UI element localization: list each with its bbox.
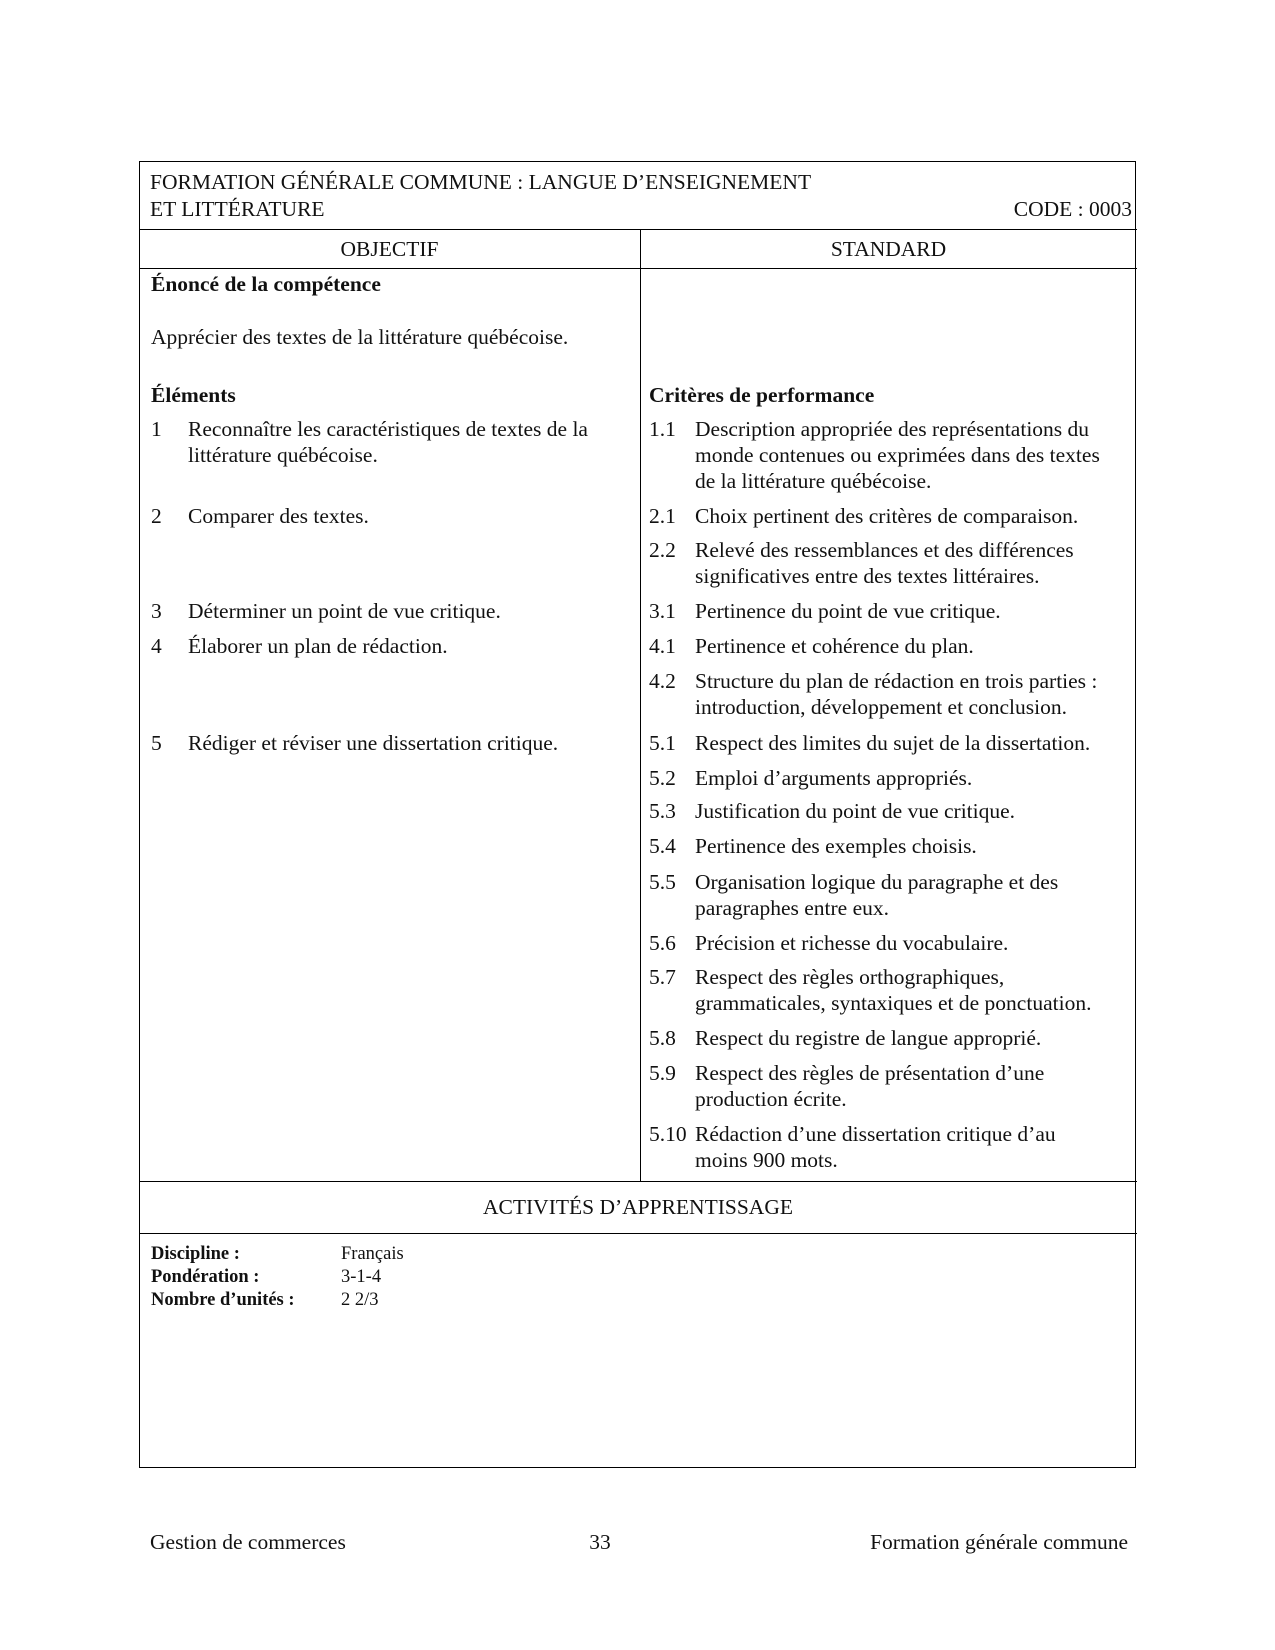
activities-bottom-divider bbox=[139, 1233, 1137, 1234]
critere-text: Précision et richesse du vocabulaire. bbox=[695, 931, 1009, 955]
footer-section-name: Formation générale commune bbox=[870, 1530, 1128, 1554]
criteres-heading: Critères de performance bbox=[649, 383, 875, 407]
critere-text: Pertinence des exemples choisis. bbox=[695, 834, 977, 858]
element-number: 1 bbox=[151, 417, 162, 441]
header-divider bbox=[139, 229, 1137, 230]
critere-text: Emploi d’arguments appropriés. bbox=[695, 766, 973, 790]
course-code: CODE : 0003 bbox=[1013, 197, 1132, 221]
activity-value: 2 2/3 bbox=[341, 1290, 379, 1310]
critere-number: 5.10 bbox=[649, 1122, 687, 1146]
critere-number: 4.1 bbox=[649, 634, 676, 658]
critere-number: 5.1 bbox=[649, 731, 676, 755]
critere-number: 5.7 bbox=[649, 965, 676, 989]
critere-text: Relevé des ressemblances et des différences bbox=[695, 538, 1074, 562]
critere-text: Pertinence et cohérence du plan. bbox=[695, 634, 974, 658]
column-header-standard: STANDARD bbox=[830, 237, 947, 261]
activity-label: Nombre d’unités : bbox=[151, 1290, 295, 1310]
critere-text: Pertinence du point de vue critique. bbox=[695, 599, 1001, 623]
critere-text: Respect du registre de langue approprié. bbox=[695, 1026, 1042, 1050]
critere-text: Rédaction d’une dissertation critique d’au bbox=[695, 1122, 1056, 1146]
element-number: 4 bbox=[151, 634, 162, 658]
critere-text: Choix pertinent des critères de comparaison. bbox=[695, 504, 1079, 528]
competence-heading: Énoncé de la compétence bbox=[151, 272, 381, 296]
document-title-line1: FORMATION GÉNÉRALE COMMUNE : LANGUE D’ENSEIGNEMENT bbox=[150, 170, 812, 194]
element-number: 2 bbox=[151, 504, 162, 528]
activities-top-divider bbox=[139, 1181, 1137, 1182]
critere-text-cont: monde contenues ou exprimées dans des textes bbox=[695, 443, 1100, 467]
competence-statement: Apprécier des textes de la littérature québécoise. bbox=[151, 325, 569, 349]
column-header-objectif: OBJECTIF bbox=[340, 237, 439, 261]
critere-number: 5.5 bbox=[649, 870, 676, 894]
critere-number: 5.4 bbox=[649, 834, 676, 858]
critere-number: 5.8 bbox=[649, 1026, 676, 1050]
activities-heading: ACTIVITÉS D’APPRENTISSAGE bbox=[483, 1195, 793, 1219]
critere-text: Structure du plan de rédaction en trois parties : bbox=[695, 669, 1098, 693]
critere-text-cont: de la littérature québécoise. bbox=[695, 469, 932, 493]
critere-text-cont: grammaticales, syntaxiques et de ponctuation. bbox=[695, 991, 1092, 1015]
critere-number: 4.2 bbox=[649, 669, 676, 693]
element-text: Comparer des textes. bbox=[188, 504, 369, 528]
column-header-divider bbox=[139, 268, 1137, 269]
critere-text: Respect des règles de présentation d’une bbox=[695, 1061, 1045, 1085]
element-text: Rédiger et réviser une dissertation critique. bbox=[188, 731, 559, 755]
document-title-line2: ET LITTÉRATURE bbox=[150, 197, 325, 221]
critere-number: 5.3 bbox=[649, 799, 676, 823]
element-text: Déterminer un point de vue critique. bbox=[188, 599, 501, 623]
critere-number: 2.1 bbox=[649, 504, 676, 528]
elements-heading: Éléments bbox=[151, 383, 236, 407]
critere-text: Description appropriée des représentations du bbox=[695, 417, 1090, 441]
activity-label: Discipline : bbox=[151, 1244, 240, 1264]
activity-value: Français bbox=[341, 1244, 404, 1264]
element-text-cont: littérature québécoise. bbox=[188, 443, 378, 467]
critere-text-cont: moins 900 mots. bbox=[695, 1148, 838, 1172]
critere-text-cont: significatives entre des textes littéraires. bbox=[695, 564, 1040, 588]
critere-text: Respect des règles orthographiques, bbox=[695, 965, 1005, 989]
critere-text: Respect des limites du sujet de la dissertation. bbox=[695, 731, 1091, 755]
column-divider bbox=[640, 229, 641, 1182]
critere-number: 5.6 bbox=[649, 931, 676, 955]
critere-text-cont: production écrite. bbox=[695, 1087, 847, 1111]
page-number: 33 bbox=[589, 1530, 611, 1554]
footer-program-name: Gestion de commerces bbox=[150, 1530, 346, 1554]
critere-text: Organisation logique du paragraphe et des bbox=[695, 870, 1059, 894]
activity-value: 3-1-4 bbox=[341, 1267, 382, 1287]
critere-text-cont: paragraphes entre eux. bbox=[695, 896, 889, 920]
critere-number: 1.1 bbox=[649, 417, 676, 441]
element-number: 5 bbox=[151, 731, 162, 755]
element-text: Élaborer un plan de rédaction. bbox=[188, 634, 448, 658]
critere-number: 5.9 bbox=[649, 1061, 676, 1085]
activity-label: Pondération : bbox=[151, 1267, 260, 1287]
element-text: Reconnaître les caractéristiques de textes de la bbox=[188, 417, 588, 441]
critere-number: 2.2 bbox=[649, 538, 676, 562]
element-number: 3 bbox=[151, 599, 162, 623]
critere-number: 3.1 bbox=[649, 599, 676, 623]
critere-number: 5.2 bbox=[649, 766, 676, 790]
critere-text: Justification du point de vue critique. bbox=[695, 799, 1016, 823]
critere-text-cont: introduction, développement et conclusion. bbox=[695, 695, 1067, 719]
